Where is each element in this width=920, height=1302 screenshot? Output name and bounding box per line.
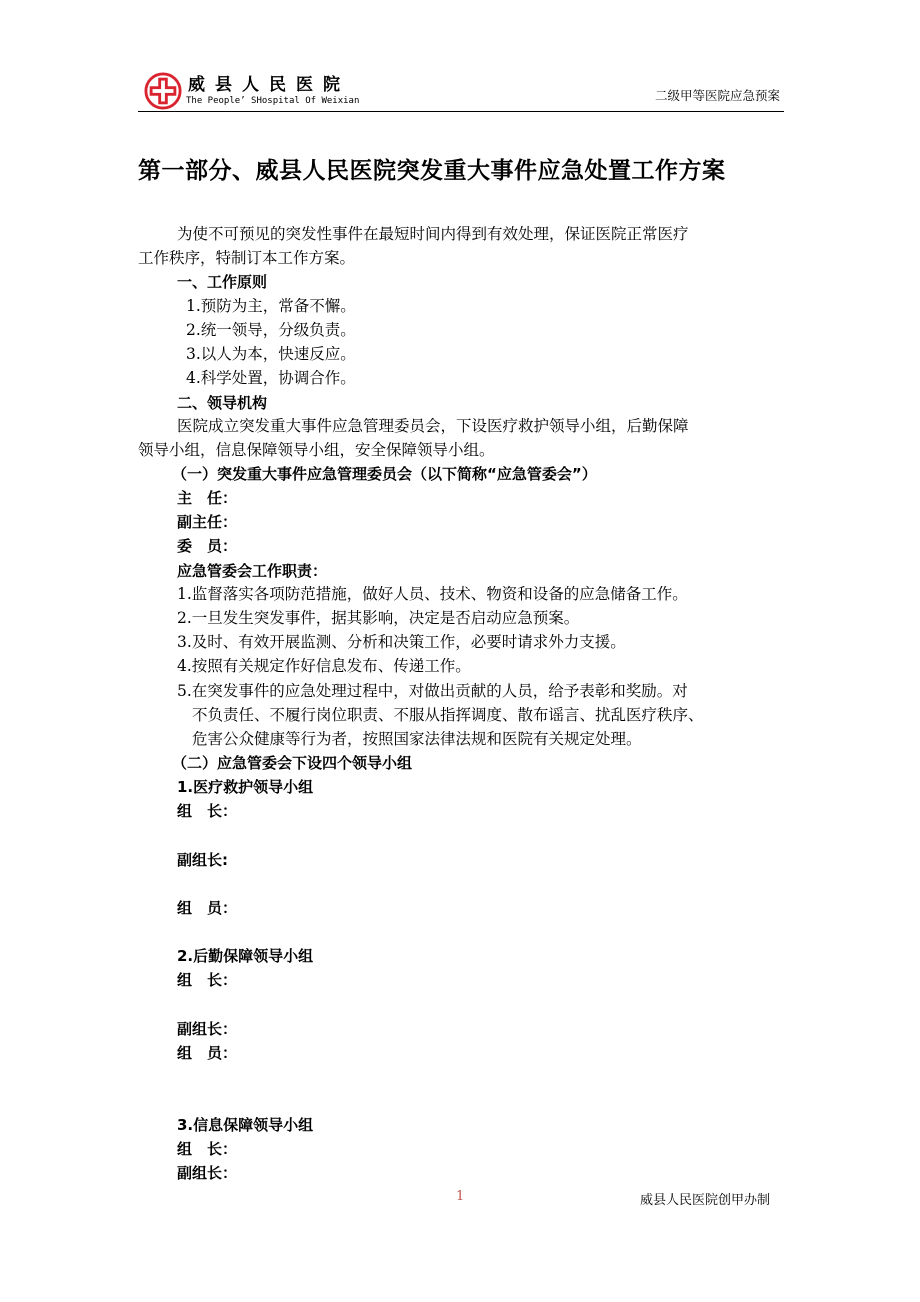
group-2-vice: 副组长： <box>177 1020 238 1038</box>
group-3-vice: 副组长： <box>177 1164 238 1182</box>
header-doc-label: 二级甲等医院应急预案 <box>654 88 780 103</box>
section-2-heading: 二、领导机构 <box>177 394 268 412</box>
group-3-title: 3.信息保障领导小组 <box>177 1116 314 1134</box>
duty-item: 1.监督落实各项防范措施，做好人员、技术、物资和设备的应急储备工作。 <box>177 585 688 603</box>
group-1-members: 组 员： <box>177 899 238 917</box>
hospital-name-cn: 威县人民医院 <box>188 75 350 95</box>
duty-5-continuation: 危害公众健康等行为者，按照国家法律法规和医院有关规定处理。 <box>192 730 642 748</box>
duty-item: 5.在突发事件的应急处理过程中，对做出贡献的人员，给予表彰和奖励。对 <box>177 682 688 700</box>
principle-item: 4.科学处置，协调合作。 <box>186 369 356 387</box>
principle-item: 2.统一领导，分级负责。 <box>186 321 356 339</box>
vice-director-label: 副主任： <box>177 513 238 531</box>
duty-item: 2.一旦发生突发事件，据其影响，决定是否启动应急预案。 <box>177 609 580 627</box>
group-1-leader: 组 长： <box>177 802 238 820</box>
committee-heading: （一）突发重大事件应急管理委员会（以下简称“应急管委会”） <box>172 465 597 483</box>
principle-item: 3.以人为本，快速反应。 <box>186 345 356 363</box>
member-label: 委 员： <box>177 537 238 555</box>
principle-item: 1.预防为主，常备不懈。 <box>186 297 356 315</box>
group-2-title: 2.后勤保障领导小组 <box>177 947 314 965</box>
page-number: 1 <box>456 1189 465 1204</box>
footer-issuer: 威县人民医院创甲办制 <box>640 1193 771 1208</box>
hospital-name-en: The People’ SHospital Of Weixian <box>186 96 360 106</box>
group-2-members: 组 员： <box>177 1044 238 1062</box>
document-title: 第一部分、威县人民医院突发重大事件应急处置工作方案 <box>138 158 726 184</box>
subgroups-heading: （二）应急管委会下设四个领导小组 <box>172 754 413 772</box>
intro-line-1: 为使不可预见的突发性事件在最短时间内得到有效处理，保证医院正常医疗 <box>177 225 689 243</box>
hospital-cross-logo-icon <box>144 72 182 110</box>
director-label: 主 任： <box>177 489 238 507</box>
group-1-vice: 副组长: <box>177 851 228 869</box>
org-line-1: 医院成立突发重大事件应急管理委员会，下设医疗救护领导小组，后勤保障 <box>177 417 689 435</box>
group-1-title: 1.医疗救护领导小组 <box>177 778 314 796</box>
intro-line-2: 工作秩序，特制订本工作方案。 <box>138 249 356 267</box>
duty-5-continuation: 不负责任、不履行岗位职责、不服从指挥调度、散布谣言、扰乱医疗秩序、 <box>192 706 704 724</box>
duties-heading: 应急管委会工作职责： <box>177 562 328 580</box>
page-header <box>138 66 784 112</box>
duty-item: 3.及时、有效开展监测、分析和决策工作，必要时请求外力支援。 <box>177 633 626 651</box>
group-2-leader: 组 长： <box>177 971 238 989</box>
org-line-2: 领导小组，信息保障领导小组，安全保障领导小组。 <box>138 441 495 459</box>
duty-item: 4.按照有关规定作好信息发布、传递工作。 <box>177 657 471 675</box>
header-divider <box>138 111 784 112</box>
section-1-heading: 一、工作原则 <box>177 273 268 291</box>
group-3-leader: 组 长： <box>177 1140 238 1158</box>
